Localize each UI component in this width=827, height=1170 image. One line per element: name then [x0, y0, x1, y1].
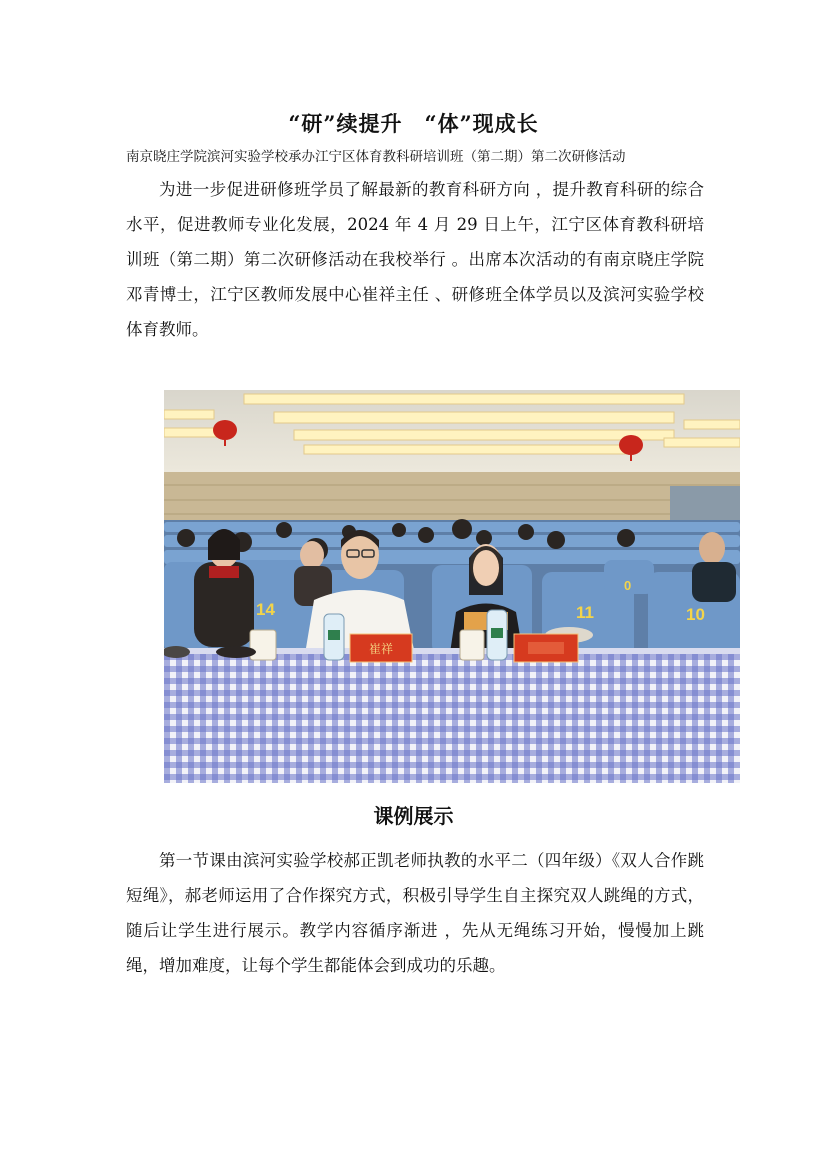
- lesson-paragraph: 第一节课由滨河实验学校郝正凯老师执教的水平二（四年级）《双人合作跳短绳》，郝老师运用了合作探究方式，积极引导学生自主探究双人跳绳的方式，随后让学生进行展示。教学内容循序渐进 ，先从无绳练习开始，慢慢加上跳绳，增加难度，让每个学生都能体会到成功的乐趣。: [126, 851, 704, 975]
- name-plate-right: [514, 634, 578, 662]
- intro-paragraph: 为进一步促进研修班学员了解最新的教育科研方向 ，提升教育科研的综合水平，促进教师专业化发展，2024 年 4 月 29 日上午，江宁区体育教科研培训班（第二期）第二次研修活动在我校举行 。出席本次活动的有南京晓庄学院邓青博士，江宁区教师发展中心崔祥主任 、研修班全体学员以及滨河实验学校体育教师。: [126, 180, 704, 339]
- seat-number-14: 14: [256, 600, 275, 619]
- document-title: “研”续提升 “体”现成长: [288, 111, 539, 136]
- event-photo: [164, 390, 740, 783]
- seat-number-11: 11: [576, 603, 594, 622]
- name-plate-left-text: 崔祥: [368, 642, 394, 656]
- name-plate-left: [350, 634, 412, 662]
- seat-number-0: 0: [624, 578, 632, 593]
- section-heading-lesson-demo: 课例展示: [373, 804, 454, 828]
- seat-number-10: 10: [686, 605, 705, 624]
- document-subtitle: 南京晓庄学院滨河实验学校承办江宁区体育教科研培训班（第二期）第二次研修活动: [126, 149, 626, 165]
- table-cloth: [164, 652, 740, 783]
